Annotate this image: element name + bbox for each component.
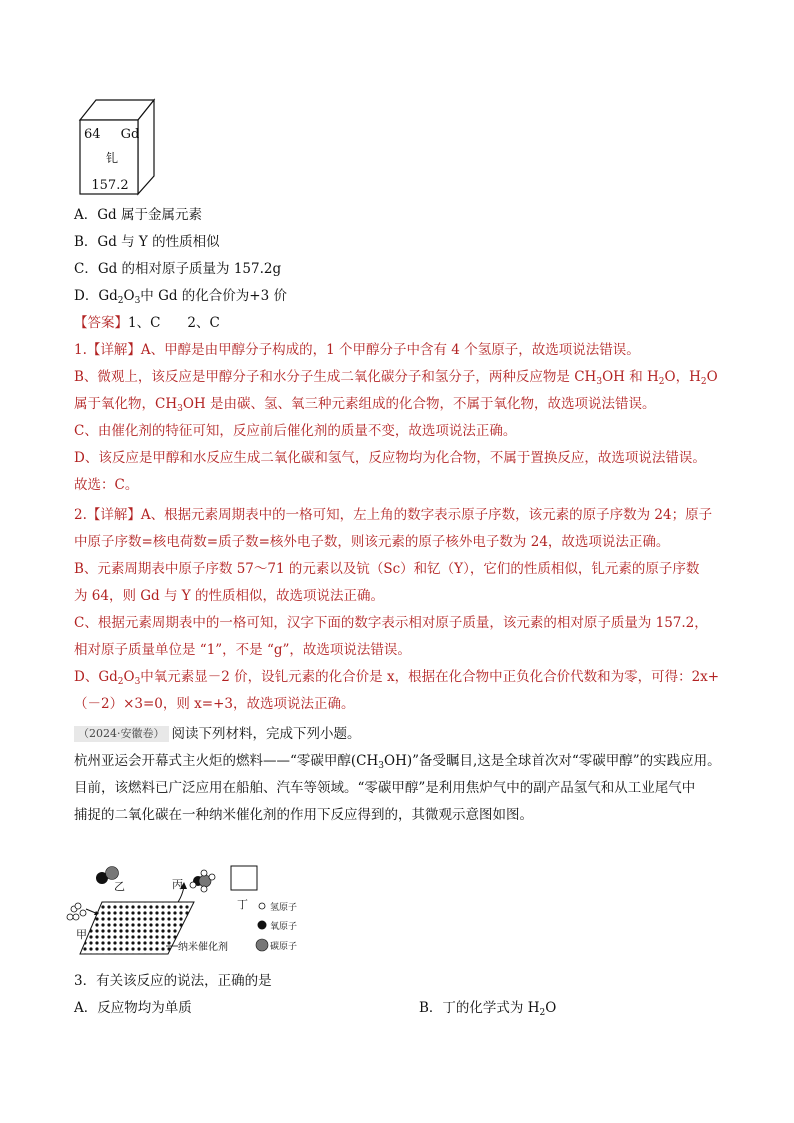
material-intro: （2024·安徽卷） 阅读下列材料，完成下列小题。	[74, 724, 361, 744]
q3-option-a: A．反应物均为单质	[74, 1000, 192, 1016]
reaction-diagram	[64, 862, 324, 962]
legend-hydrogen: 氢原子	[270, 903, 298, 913]
source-tag: （2024·安徽卷）	[74, 726, 169, 742]
analysis2-line4: 为 64，则 Gd 与 Y 的性质相似，故选项说法正确。	[74, 588, 384, 604]
analysis2-line7: D、$Gd_2O_3$中氧元素显－2 价，设钆元素的化合价是 x，根据在化合物中正负化合价代数和为零，可得：2x+	[74, 669, 720, 687]
q3-option-b: B．丁的化学式为 $H_2O$	[419, 1000, 557, 1018]
answer-value: 1、C 2、C	[128, 315, 220, 331]
analysis1-line2: B、微观上，该反应是甲醇分子和水分子生成二氧化碳分子和氢分子，两种反应物是 $CH_3OH$ 和 $H_2O$，$H_2O$	[74, 369, 718, 387]
material-p1: 杭州亚运会开幕式主火炬的燃料——“零碳甲醇$(CH_3OH)$”备受瞩目,这是全球首次对“零碳甲醇”的实践应用。	[74, 753, 721, 771]
label-catalyst: 纳米催化剂	[178, 942, 228, 953]
label-ding: 丁	[237, 898, 248, 911]
analysis1-line5: D、该反应是甲醇和水反应生成二氧化碳和氢气，反应物均为化合物，不属于置换反应，故选项说法错误。	[74, 450, 706, 466]
element-mass: 157.2	[91, 178, 129, 193]
analysis1-line1: 1.【详解】A、甲醇是由甲醇分子构成的，1 个甲醇分子中含有 4 个氢原子，故选项说法错误。	[74, 342, 640, 358]
q2-option-b: B．Gd 与 Y 的性质相似	[74, 234, 220, 250]
material-p2: 目前，该燃料已广泛应用在船舶、汽车等领域。“零碳甲醇”是利用焦炉气中的副产品氢气和从工业尾气中	[74, 780, 696, 796]
answer-label: 【答案】	[74, 315, 128, 331]
q2-option-c: C．Gd 的相对原子质量为 157.2g	[74, 261, 282, 277]
label-bing: 丙	[172, 878, 183, 891]
legend-oxygen: 氧原子	[270, 922, 298, 932]
answer-line	[74, 313, 220, 333]
analysis2-line5: C、根据元素周期表中的一格可知，汉字下面的数字表示相对原子质量，该元素的相对原子质量为 157.2，	[74, 615, 708, 631]
label-yi: 乙	[114, 880, 125, 893]
analysis2-line3: B、元素周期表中原子序数 57～71 的元素以及钪（Sc）和钇（Y），它们的性质相似，钆元素的原子序数	[74, 561, 700, 577]
element-name: 钆	[105, 151, 119, 165]
element-number: 64	[84, 127, 101, 142]
analysis2-line8: （－2）×3=0，则 x=+3，故选项说法正确。	[74, 696, 355, 712]
analysis2-line2: 中原子序数=核电荷数=质子数=核外电子数，则该元素的原子核外电子数为 24，故选项说法正确。	[74, 534, 670, 550]
carbon-atom	[106, 867, 119, 880]
element-symbol: Gd	[120, 127, 140, 142]
element-card-figure	[76, 96, 156, 198]
q3-stem: 3．有关该反应的说法，正确的是	[74, 973, 272, 989]
analysis1-line4: C、由催化剂的特征可知，反应前后催化剂的质量不变，故选项说法正确。	[74, 423, 517, 439]
label-jia: 甲	[76, 928, 87, 941]
analysis1-line6: 故选：C。	[74, 477, 139, 493]
legend-carbon: 碳原子	[270, 942, 298, 952]
material-p3: 捕捉的二氧化碳在一种纳米催化剂的作用下反应得到的，其微观示意图如图。	[74, 807, 533, 823]
analysis1-line3: 属于氧化物，$CH_3OH$ 是由碳、氢、氧三种元素组成的化合物，不属于氧化物，故选项说法错误。	[74, 396, 656, 414]
q2-option-a: A．Gd 属于金属元素	[74, 207, 202, 223]
analysis2-line1: 2.【详解】A、根据元素周期表中的一格可知，左上角的数字表示原子序数，该元素的原子序数为 24；原子	[74, 507, 713, 523]
q3-options-row	[74, 998, 734, 1018]
q2-option-d: D．$Gd_2O_3$中 Gd 的化合价为+3 价	[74, 288, 287, 306]
analysis2-line6: 相对原子质量单位是 “1”，不是 “g”，故选项说法错误。	[74, 642, 411, 658]
